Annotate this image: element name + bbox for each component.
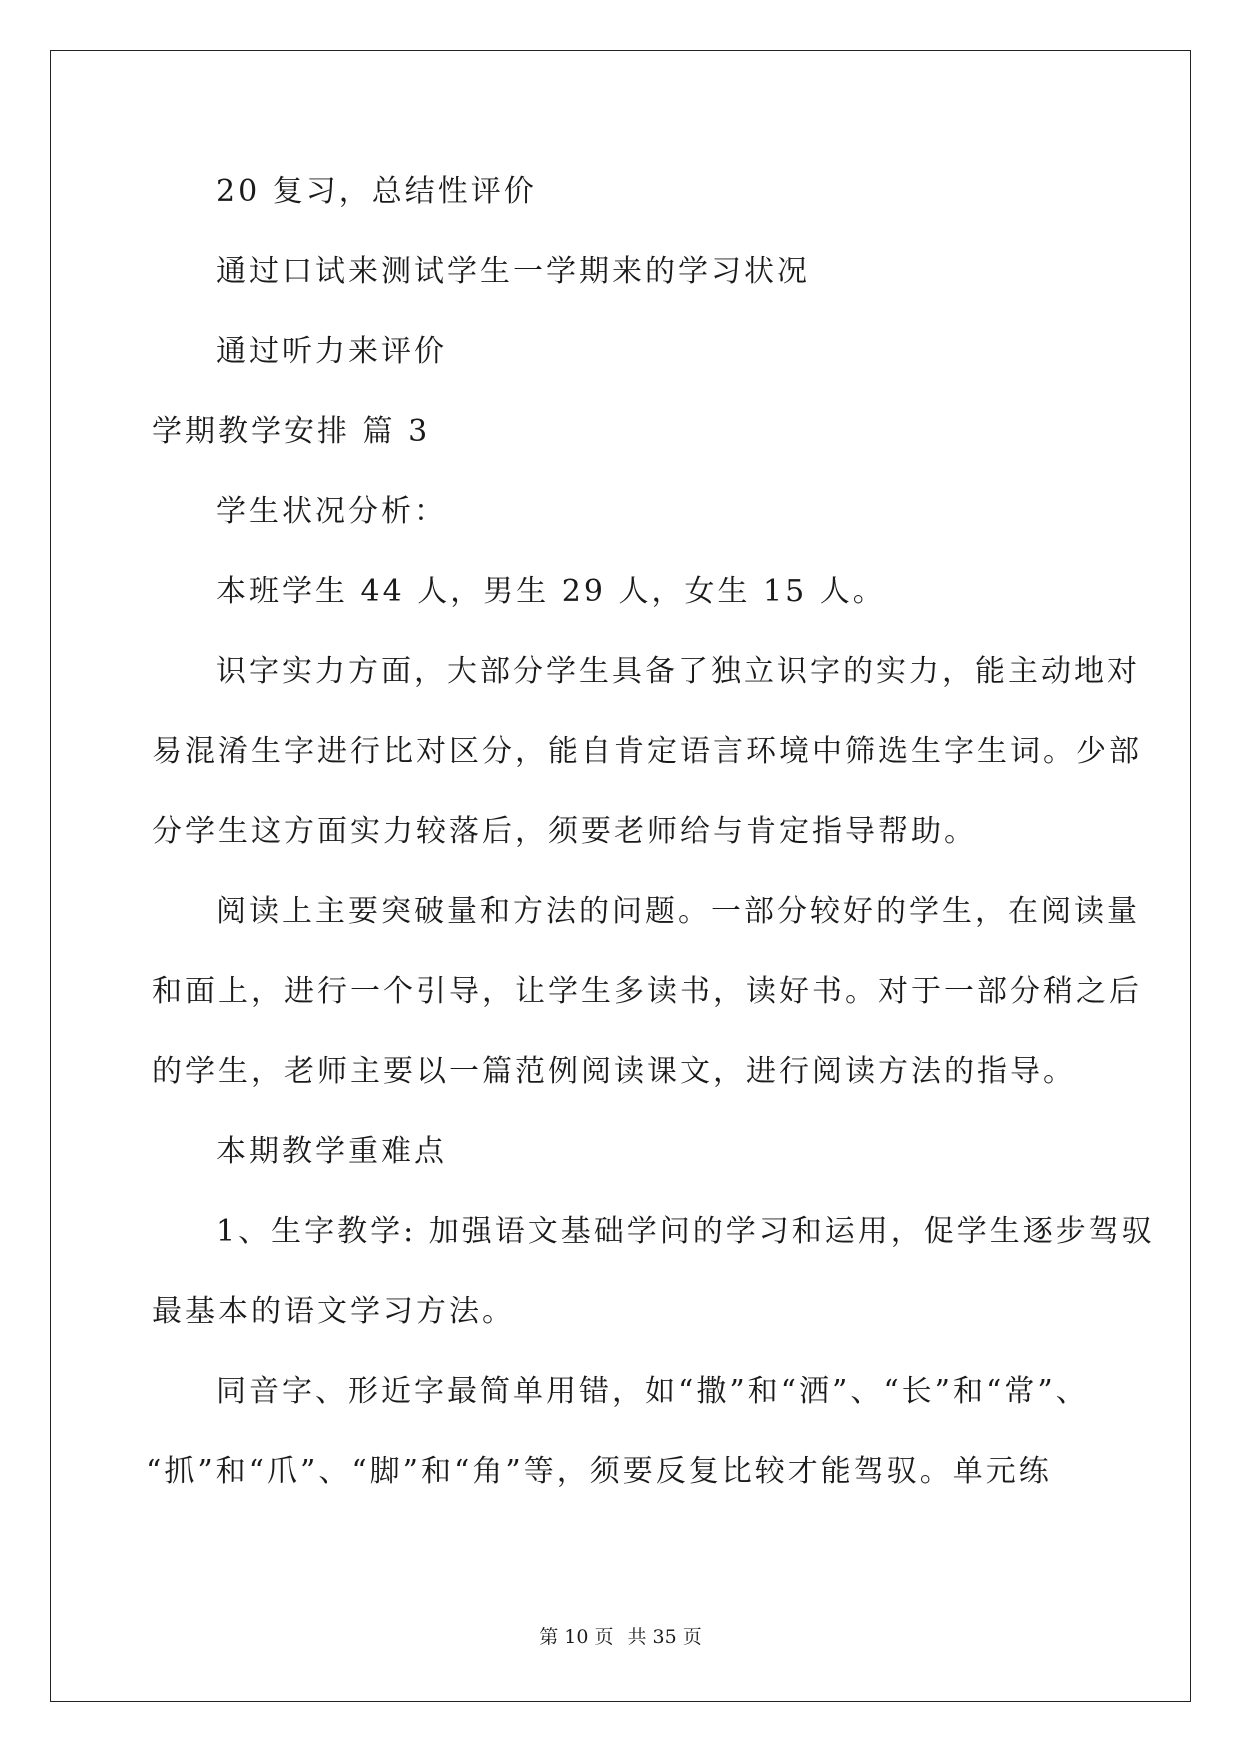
paragraph-continuation: 易混淆生字进行比对区分，能自肯定语言环境中筛选生字生词。少部 xyxy=(152,734,1142,769)
paragraph: 同音字、形近字最简单用错，如“撒”和“洒”、“长”和“常”、 xyxy=(216,1374,1089,1409)
paragraph: 通过听力来评价 xyxy=(216,334,447,369)
paragraph-continuation: 分学生这方面实力较落后，须要老师给与肯定指导帮助。 xyxy=(152,814,977,849)
paragraph: 识字实力方面，大部分学生具备了独立识字的实力，能主动地对 xyxy=(216,654,1140,689)
paragraph: 20 复习，总结性评价 xyxy=(216,174,537,209)
paragraph-continuation: 和面上，进行一个引导，让学生多读书，读好书。对于一部分稍之后 xyxy=(152,974,1142,1009)
section-heading: 学期教学安排 篇 3 xyxy=(152,414,431,449)
paragraph: 通过口试来测试学生一学期来的学习状况 xyxy=(216,254,810,289)
page-total: 共 35 页 xyxy=(627,1626,702,1648)
paragraph-continuation: 的学生，老师主要以一篇范例阅读课文，进行阅读方法的指导。 xyxy=(152,1054,1076,1089)
paragraph: 学生状况分析： xyxy=(216,494,447,529)
paragraph-continuation: 最基本的语文学习方法。 xyxy=(152,1294,515,1329)
paragraph: 1、生字教学: 加强语文基础学问的学习和运用，促学生逐步驾驭 xyxy=(216,1214,1155,1249)
paragraph: 阅读上主要突破量和方法的问题。一部分较好的学生，在阅读量 xyxy=(216,894,1140,929)
paragraph-continuation: “抓”和“爪”、“脚”和“角”等，须要反复比较才能驾驭。单元练 xyxy=(146,1454,1052,1489)
page-footer xyxy=(0,1625,1241,1649)
page-number: 第 10 页 xyxy=(539,1626,614,1648)
paragraph: 本期教学重难点 xyxy=(216,1134,447,1169)
paragraph: 本班学生 44 人，男生 29 人，女生 15 人。 xyxy=(216,574,886,609)
